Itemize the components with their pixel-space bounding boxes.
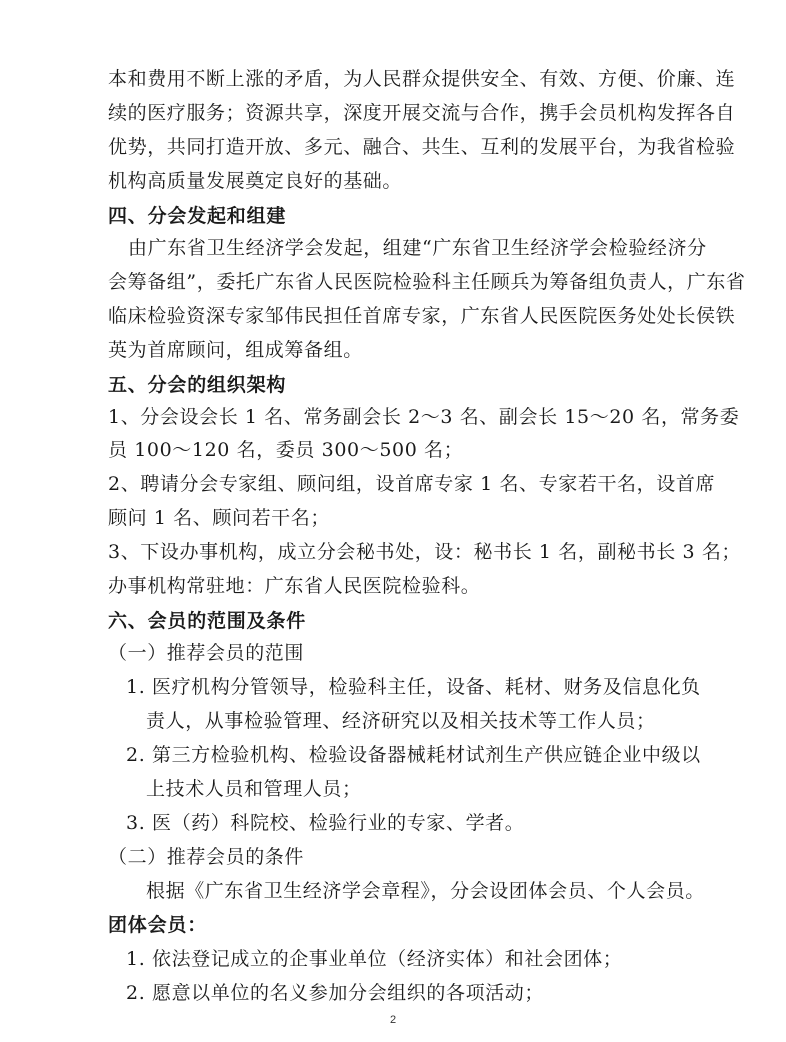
list-item-line: 2. 第三方检验机构、检验设备器械耗材试剂生产供应链企业中级以 <box>126 744 701 767</box>
list-item-line: 上技术人员和管理人员； <box>146 778 362 801</box>
paragraph-line: 机构高质量发展奠定良好的基础。 <box>108 169 403 192</box>
list-item-line: 1. 依法登记成立的企事业单位（经济实体）和社会团体； <box>126 948 623 970</box>
paragraph-line: 临床检验资深专家邹伟民担任首席专家，广东省人民医院医务处处长侯铁 <box>108 304 736 327</box>
paragraph-line: 英为首席顾问，组成筹备组。 <box>108 338 363 361</box>
paragraph-line: 会筹备组”，委托广东省人民医院检验科主任顾兵为筹备组负责人，广东省 <box>108 271 746 293</box>
list-item-line: 3. 医（药）科院校、检验行业的专家、学者。 <box>126 812 525 835</box>
section-heading-6: 六、会员的范围及条件 <box>108 609 307 632</box>
paragraph-line: 续的医疗服务；资源共享，深度开展交流与合作，携手会员机构发挥各自 <box>108 101 736 124</box>
list-item-line: 1、分会设会长 1 名、常务副会长 2～3 名、副会长 15～20 名，常务委 <box>108 406 740 429</box>
paragraph-line: 由广东省卫生经济学会发起，组建“广东省卫生经济学会检验经济分 <box>128 237 707 259</box>
subsection-heading: （二）推荐会员的条件 <box>108 846 305 869</box>
section-heading-5: 五、分会的组织架构 <box>108 373 287 396</box>
list-item-line: 办事机构常驻地：广东省人民医院检验科。 <box>108 575 481 598</box>
subsection-heading: （一）推荐会员的范围 <box>108 642 305 665</box>
list-item-line: 1. 医疗机构分管领导，检验科主任，设备、耗材、财务及信息化负 <box>126 676 701 699</box>
list-item-line: 责人，从事检验管理、经济研究以及相关技术等工作人员； <box>146 710 656 733</box>
list-item-line: 2、聘请分会专家组、顾问组，设首席专家 1 名、专家若干名，设首席 <box>108 473 716 496</box>
paragraph-line: 本和费用不断上涨的矛盾，为人民群众提供安全、有效、方便、价廉、连 <box>108 68 736 90</box>
list-item-line: 员 100～120 名，委员 300～500 名； <box>108 439 464 462</box>
list-item-line: 3、下设办事机构，成立分会秘书处，设：秘书长 1 名，副秘书长 3 名； <box>108 541 742 564</box>
paragraph-line: 优势，共同打造开放、多元、融合、共生、互利的发展平台，为我省检验 <box>108 135 736 158</box>
list-item-line: 2. 愿意以单位的名义参加分会组织的各项活动； <box>126 982 544 1004</box>
group-member-heading: 团体会员： <box>108 914 208 937</box>
paragraph-line: 根据《广东省卫生经济学会章程》，分会设团体会员、个人会员。 <box>146 880 705 903</box>
section-heading-4: 四、分会发起和组建 <box>108 204 287 227</box>
page-number: 2 <box>389 1014 397 1026</box>
list-item-line: 顾问 1 名、顾问若干名； <box>108 507 330 530</box>
